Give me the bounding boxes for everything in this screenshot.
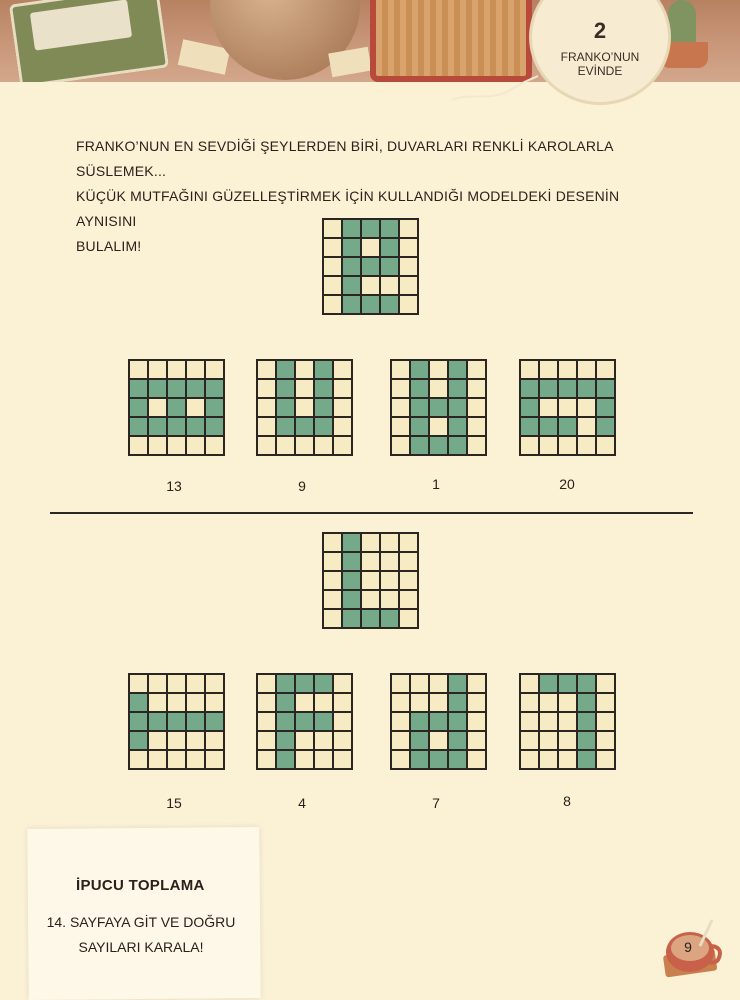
- green-tile: [129, 693, 148, 712]
- cream-tile: [361, 552, 380, 571]
- green-tile: [129, 379, 148, 398]
- green-tile: [186, 417, 205, 436]
- green-tile: [520, 417, 539, 436]
- cream-tile: [539, 731, 558, 750]
- green-tile: [276, 360, 295, 379]
- green-tile: [276, 417, 295, 436]
- section-divider: [50, 512, 693, 514]
- green-tile: [276, 674, 295, 693]
- cream-tile: [577, 436, 596, 455]
- cream-tile: [429, 674, 448, 693]
- cream-tile: [186, 750, 205, 769]
- cream-tile: [391, 417, 410, 436]
- cream-tile: [167, 750, 186, 769]
- green-tile: [410, 360, 429, 379]
- cream-tile: [186, 360, 205, 379]
- cream-tile: [467, 750, 486, 769]
- cream-tile: [148, 360, 167, 379]
- cream-tile: [361, 590, 380, 609]
- chapter-number: 2: [593, 18, 607, 43]
- cream-tile: [257, 750, 276, 769]
- green-tile: [410, 417, 429, 436]
- cream-tile: [558, 731, 577, 750]
- green-tile: [167, 398, 186, 417]
- cream-tile: [333, 398, 352, 417]
- instruction-text: FRANKO’NUN EN SEVDİĞİ ŞEYLERDEN BİRİ, DUVARLARI RENKLİ KAROLARLA SÜSLEMEK... KÜÇÜK MUTFAĞINI GÜZELLEŞTİRMEK İÇİN KULLANDIĞI MODELDEKİ DESENİN AYNISINI BULALIM!: [76, 138, 620, 254]
- cream-tile: [429, 417, 448, 436]
- green-tile: [342, 238, 361, 257]
- cream-tile: [399, 590, 418, 609]
- cream-tile: [323, 533, 342, 552]
- green-tile: [380, 295, 399, 314]
- cream-tile: [596, 436, 615, 455]
- cream-tile: [129, 360, 148, 379]
- cream-tile: [333, 693, 352, 712]
- cream-tile: [205, 693, 224, 712]
- cream-tile: [257, 360, 276, 379]
- model-grid-2: [322, 532, 419, 629]
- cream-tile: [167, 436, 186, 455]
- green-tile: [429, 750, 448, 769]
- cream-tile: [467, 417, 486, 436]
- cream-tile: [333, 360, 352, 379]
- cream-tile: [410, 674, 429, 693]
- cream-tile: [539, 693, 558, 712]
- green-tile: [380, 238, 399, 257]
- green-tile: [148, 712, 167, 731]
- green-tile: [558, 379, 577, 398]
- option-grid-7[interactable]: [390, 673, 487, 770]
- cream-tile: [467, 674, 486, 693]
- green-tile: [342, 609, 361, 628]
- cream-tile: [186, 398, 205, 417]
- cream-tile: [333, 750, 352, 769]
- cream-tile: [380, 590, 399, 609]
- green-tile: [429, 712, 448, 731]
- green-tile: [342, 257, 361, 276]
- cream-tile: [391, 360, 410, 379]
- cream-tile: [399, 552, 418, 571]
- cream-tile: [391, 750, 410, 769]
- green-tile: [577, 750, 596, 769]
- green-tile: [276, 398, 295, 417]
- green-tile: [342, 590, 361, 609]
- cream-tile: [186, 674, 205, 693]
- cream-tile: [539, 712, 558, 731]
- green-tile: [276, 379, 295, 398]
- cream-tile: [467, 731, 486, 750]
- cream-tile: [558, 436, 577, 455]
- cream-tile: [596, 712, 615, 731]
- string-icon: [450, 72, 540, 106]
- cream-tile: [391, 436, 410, 455]
- green-tile: [276, 731, 295, 750]
- cream-tile: [596, 360, 615, 379]
- green-tile: [314, 674, 333, 693]
- green-tile: [314, 712, 333, 731]
- cream-tile: [295, 436, 314, 455]
- cream-tile: [577, 360, 596, 379]
- cream-tile: [399, 295, 418, 314]
- cream-tile: [257, 674, 276, 693]
- cream-tile: [314, 436, 333, 455]
- green-tile: [314, 360, 333, 379]
- green-tile: [361, 219, 380, 238]
- cream-tile: [361, 276, 380, 295]
- cream-tile: [380, 533, 399, 552]
- cream-tile: [205, 436, 224, 455]
- green-tile: [596, 379, 615, 398]
- option-number-7[interactable]: 7: [432, 795, 440, 811]
- cream-tile: [295, 750, 314, 769]
- cream-tile: [257, 712, 276, 731]
- green-tile: [361, 609, 380, 628]
- green-tile: [186, 379, 205, 398]
- cream-tile: [429, 731, 448, 750]
- green-tile: [276, 712, 295, 731]
- cream-tile: [380, 276, 399, 295]
- green-tile: [295, 674, 314, 693]
- cream-tile: [314, 731, 333, 750]
- green-tile: [539, 379, 558, 398]
- cream-tile: [539, 398, 558, 417]
- cream-tile: [558, 693, 577, 712]
- cream-tile: [520, 360, 539, 379]
- cream-tile: [391, 398, 410, 417]
- green-tile: [448, 750, 467, 769]
- cream-tile: [295, 693, 314, 712]
- cream-tile: [257, 398, 276, 417]
- cream-tile: [186, 693, 205, 712]
- cream-tile: [205, 750, 224, 769]
- option-number-4[interactable]: 4: [298, 795, 306, 811]
- green-tile: [596, 398, 615, 417]
- green-tile: [295, 712, 314, 731]
- green-tile: [410, 436, 429, 455]
- green-tile: [205, 398, 224, 417]
- cream-tile: [323, 257, 342, 276]
- chapter-title: FRANKO’NUN EVİNDE: [560, 50, 640, 78]
- cream-tile: [333, 712, 352, 731]
- cream-tile: [361, 238, 380, 257]
- cream-tile: [558, 712, 577, 731]
- cream-tile: [467, 712, 486, 731]
- green-tile: [558, 417, 577, 436]
- cream-tile: [467, 398, 486, 417]
- cream-tile: [429, 379, 448, 398]
- cream-tile: [539, 360, 558, 379]
- cream-tile: [399, 533, 418, 552]
- cream-tile: [257, 379, 276, 398]
- green-tile: [380, 609, 399, 628]
- cream-tile: [148, 750, 167, 769]
- cream-tile: [520, 436, 539, 455]
- option-grid-1[interactable]: [390, 359, 487, 456]
- green-tile: [429, 398, 448, 417]
- green-tile: [410, 712, 429, 731]
- green-tile: [410, 398, 429, 417]
- cream-tile: [129, 674, 148, 693]
- cream-tile: [167, 731, 186, 750]
- cream-tile: [205, 674, 224, 693]
- green-tile: [448, 379, 467, 398]
- green-tile: [448, 398, 467, 417]
- green-tile: [167, 417, 186, 436]
- green-tile: [520, 379, 539, 398]
- green-tile: [577, 693, 596, 712]
- cream-tile: [391, 712, 410, 731]
- cream-tile: [361, 571, 380, 590]
- cream-tile: [186, 436, 205, 455]
- cream-tile: [391, 674, 410, 693]
- cream-tile: [577, 417, 596, 436]
- cream-tile: [333, 379, 352, 398]
- option-number-1[interactable]: 1: [432, 476, 440, 492]
- cream-tile: [467, 436, 486, 455]
- green-tile: [539, 417, 558, 436]
- green-tile: [342, 295, 361, 314]
- option-number-8[interactable]: 8: [563, 793, 571, 809]
- cream-tile: [333, 417, 352, 436]
- cream-tile: [295, 379, 314, 398]
- cream-tile: [520, 693, 539, 712]
- cream-tile: [167, 360, 186, 379]
- cream-tile: [295, 360, 314, 379]
- cream-tile: [314, 693, 333, 712]
- cream-tile: [520, 731, 539, 750]
- option-number-20[interactable]: 20: [559, 476, 575, 492]
- cream-tile: [429, 360, 448, 379]
- green-tile: [520, 398, 539, 417]
- cream-tile: [295, 731, 314, 750]
- cream-tile: [323, 238, 342, 257]
- option-grid-20[interactable]: [519, 359, 616, 456]
- cream-tile: [558, 750, 577, 769]
- cream-tile: [467, 379, 486, 398]
- cream-tile: [129, 750, 148, 769]
- cream-tile: [148, 398, 167, 417]
- cream-tile: [257, 693, 276, 712]
- green-tile: [596, 417, 615, 436]
- cream-tile: [361, 533, 380, 552]
- green-tile: [342, 533, 361, 552]
- cactus-illustration: [668, 0, 696, 48]
- cream-tile: [380, 571, 399, 590]
- option-number-15[interactable]: 15: [166, 795, 182, 811]
- green-tile: [205, 379, 224, 398]
- cream-tile: [167, 674, 186, 693]
- cream-tile: [323, 219, 342, 238]
- hint-title: İPUCU TOPLAMA: [76, 877, 205, 894]
- green-tile: [448, 417, 467, 436]
- cream-tile: [399, 219, 418, 238]
- cream-tile: [577, 398, 596, 417]
- green-tile: [558, 674, 577, 693]
- cream-tile: [323, 609, 342, 628]
- cream-tile: [205, 360, 224, 379]
- green-tile: [342, 552, 361, 571]
- green-tile: [148, 379, 167, 398]
- cream-tile: [148, 674, 167, 693]
- cream-tile: [558, 360, 577, 379]
- cream-tile: [391, 693, 410, 712]
- cream-tile: [323, 590, 342, 609]
- green-tile: [410, 731, 429, 750]
- chapter-badge: [532, 0, 668, 102]
- cream-tile: [333, 731, 352, 750]
- cream-tile: [399, 571, 418, 590]
- cream-tile: [520, 750, 539, 769]
- option-grid-8[interactable]: [519, 673, 616, 770]
- green-tile: [448, 693, 467, 712]
- cream-tile: [596, 731, 615, 750]
- cream-tile: [391, 379, 410, 398]
- option-grid-4[interactable]: [256, 673, 353, 770]
- option-grid-13[interactable]: [128, 359, 225, 456]
- cream-tile: [148, 731, 167, 750]
- green-tile: [380, 219, 399, 238]
- cream-tile: [323, 295, 342, 314]
- green-tile: [410, 379, 429, 398]
- hint-text: 14. SAYFAYA GİT VE DOĞRU SAYILARI KARALA!: [46, 914, 236, 955]
- green-tile: [361, 295, 380, 314]
- green-tile: [129, 398, 148, 417]
- green-tile: [448, 360, 467, 379]
- model-grid-1: [322, 218, 419, 315]
- green-tile: [148, 417, 167, 436]
- cream-tile: [520, 674, 539, 693]
- cream-tile: [596, 674, 615, 693]
- green-tile: [342, 276, 361, 295]
- cream-tile: [148, 436, 167, 455]
- cream-tile: [257, 436, 276, 455]
- cream-tile: [323, 552, 342, 571]
- green-tile: [342, 219, 361, 238]
- cream-tile: [596, 750, 615, 769]
- green-tile: [167, 379, 186, 398]
- cream-tile: [558, 398, 577, 417]
- cream-tile: [205, 731, 224, 750]
- green-tile: [448, 712, 467, 731]
- green-tile: [448, 674, 467, 693]
- green-tile: [129, 731, 148, 750]
- cream-tile: [333, 436, 352, 455]
- cream-tile: [333, 674, 352, 693]
- green-tile: [314, 398, 333, 417]
- cream-tile: [186, 731, 205, 750]
- green-tile: [205, 712, 224, 731]
- page-number: 9: [684, 939, 692, 955]
- green-tile: [380, 257, 399, 276]
- cream-tile: [520, 712, 539, 731]
- cream-tile: [295, 398, 314, 417]
- green-tile: [129, 712, 148, 731]
- cream-tile: [276, 436, 295, 455]
- cream-tile: [257, 731, 276, 750]
- green-tile: [295, 417, 314, 436]
- cream-tile: [399, 609, 418, 628]
- chair-illustration: [370, 0, 532, 82]
- green-tile: [577, 379, 596, 398]
- cream-tile: [467, 360, 486, 379]
- cream-tile: [323, 276, 342, 295]
- option-number-9[interactable]: 9: [298, 478, 306, 494]
- green-tile: [167, 712, 186, 731]
- cream-tile: [399, 238, 418, 257]
- green-tile: [342, 571, 361, 590]
- green-tile: [577, 731, 596, 750]
- option-grid-9[interactable]: [256, 359, 353, 456]
- cream-tile: [257, 417, 276, 436]
- green-tile: [361, 257, 380, 276]
- cream-tile: [596, 693, 615, 712]
- cream-tile: [399, 276, 418, 295]
- green-tile: [539, 674, 558, 693]
- cream-tile: [129, 436, 148, 455]
- cream-tile: [391, 731, 410, 750]
- cream-tile: [539, 750, 558, 769]
- cream-tile: [323, 571, 342, 590]
- cream-tile: [410, 693, 429, 712]
- option-number-13[interactable]: 13: [166, 478, 182, 494]
- green-tile: [448, 436, 467, 455]
- green-tile: [276, 693, 295, 712]
- green-tile: [314, 379, 333, 398]
- cream-tile: [148, 693, 167, 712]
- green-tile: [129, 417, 148, 436]
- green-tile: [577, 712, 596, 731]
- cream-tile: [167, 693, 186, 712]
- green-tile: [205, 417, 224, 436]
- cream-tile: [314, 750, 333, 769]
- cream-tile: [399, 257, 418, 276]
- cream-tile: [429, 693, 448, 712]
- green-tile: [186, 712, 205, 731]
- green-tile: [577, 674, 596, 693]
- option-grid-15[interactable]: [128, 673, 225, 770]
- green-tile: [448, 731, 467, 750]
- green-tile: [314, 417, 333, 436]
- green-tile: [429, 436, 448, 455]
- cream-tile: [467, 693, 486, 712]
- green-tile: [276, 750, 295, 769]
- cream-tile: [539, 436, 558, 455]
- cream-tile: [380, 552, 399, 571]
- green-tile: [410, 750, 429, 769]
